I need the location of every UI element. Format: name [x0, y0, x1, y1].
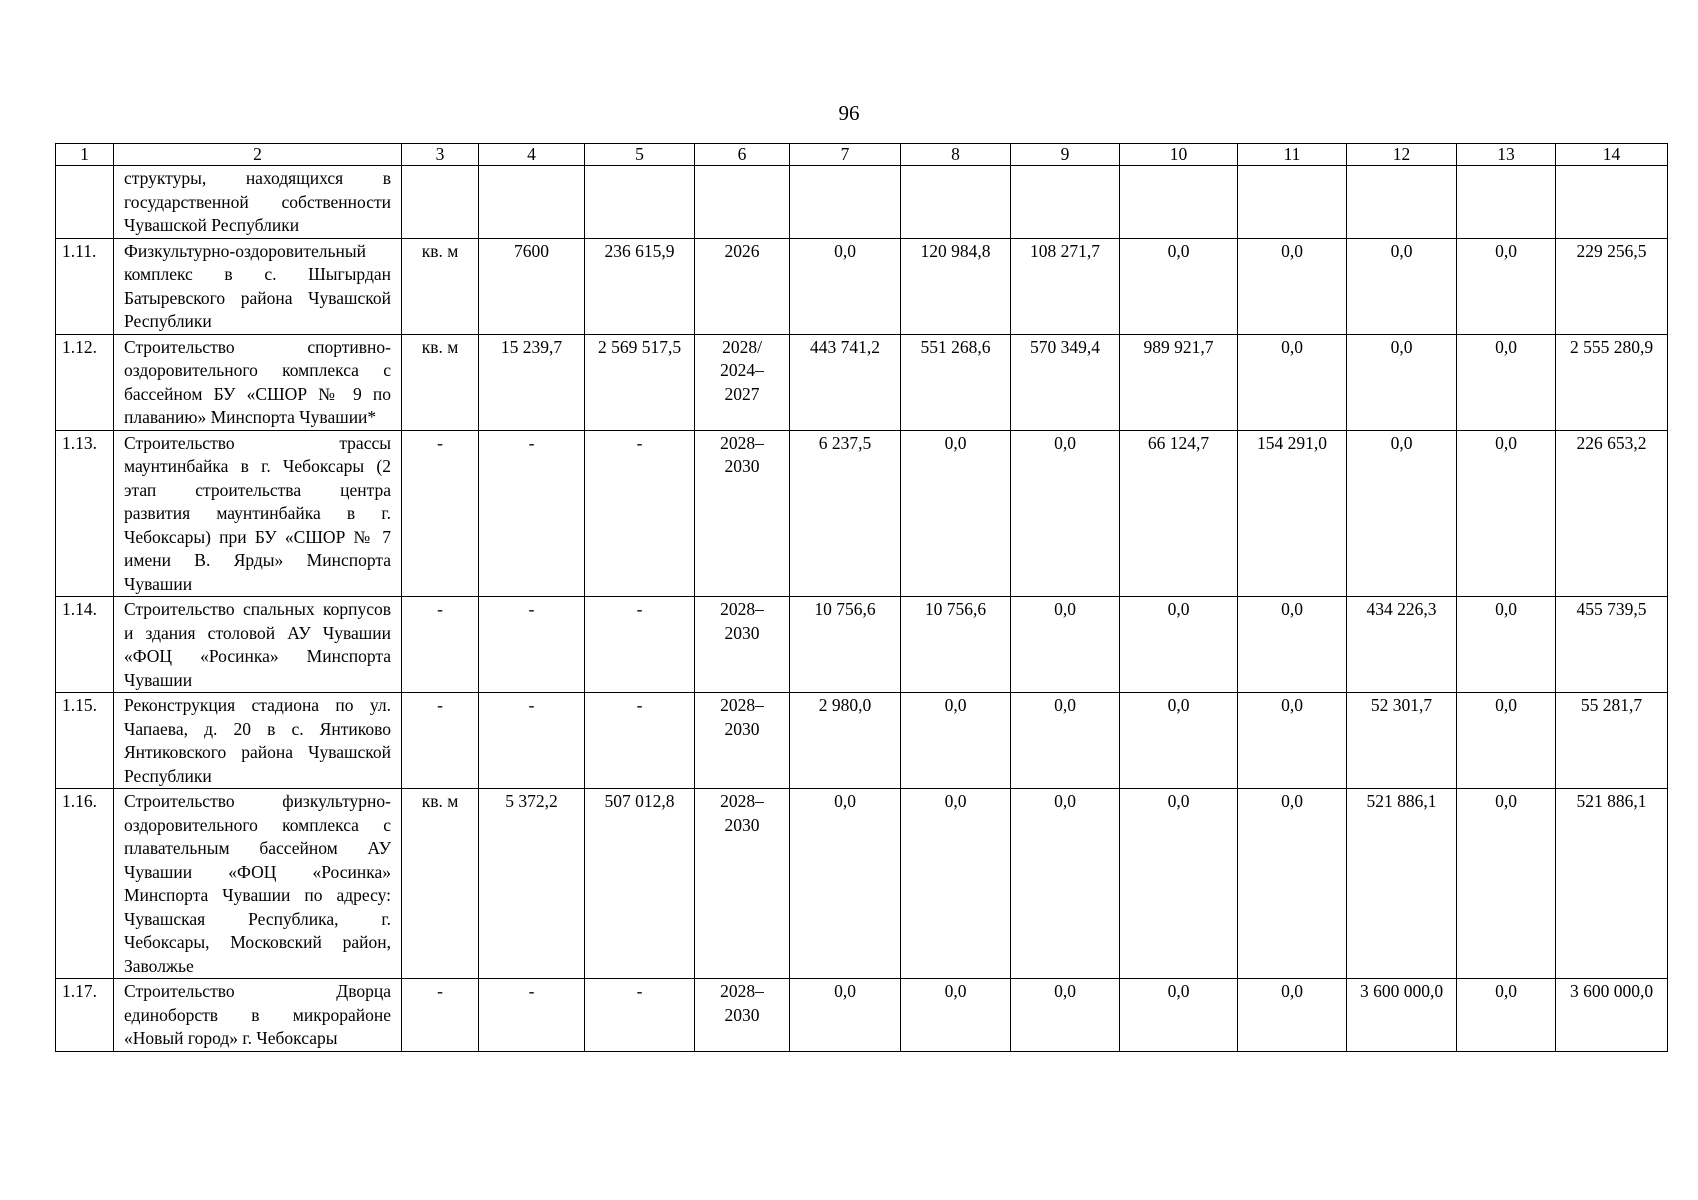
row-index: 1.16.	[56, 789, 114, 979]
funding-total: 55 281,7	[1556, 693, 1668, 789]
funding-col-12: 52 301,7	[1347, 693, 1457, 789]
object-name: Строительство спальных корпусов и здания столовой АУ Чувашии «ФОЦ «Росинка» Минспорта Чувашии	[114, 597, 402, 693]
funding-col-9: 0,0	[1011, 597, 1120, 693]
funding-col-7: 2 980,0	[790, 693, 901, 789]
funding-col-11: 0,0	[1238, 979, 1347, 1052]
estimated-cost: 507 012,8	[585, 789, 695, 979]
estimated-cost: -	[585, 693, 695, 789]
capacity-value: 15 239,7	[479, 334, 585, 430]
funding-col-10: 0,0	[1120, 693, 1238, 789]
funding-total: 226 653,2	[1556, 430, 1668, 597]
funding-total: 455 739,5	[1556, 597, 1668, 693]
funding-col-13: 0,0	[1457, 334, 1556, 430]
construction-years: 2028– 2030	[695, 789, 790, 979]
funding-col-13: 0,0	[1457, 789, 1556, 979]
construction-years	[695, 166, 790, 239]
funding-col-12: 0,0	[1347, 334, 1457, 430]
funding-col-11: 0,0	[1238, 789, 1347, 979]
funding-col-13: 0,0	[1457, 238, 1556, 334]
row-index: 1.15.	[56, 693, 114, 789]
funding-col-10: 0,0	[1120, 597, 1238, 693]
funding-col-7	[790, 166, 901, 239]
funding-col-7: 443 741,2	[790, 334, 901, 430]
funding-total: 2 555 280,9	[1556, 334, 1668, 430]
construction-years: 2026	[695, 238, 790, 334]
funding-col-11: 154 291,0	[1238, 430, 1347, 597]
funding-col-13: 0,0	[1457, 979, 1556, 1052]
column-number: 5	[585, 144, 695, 166]
capacity-value: 7600	[479, 238, 585, 334]
funding-col-10: 989 921,7	[1120, 334, 1238, 430]
column-number: 2	[114, 144, 402, 166]
funding-total	[1556, 166, 1668, 239]
capacity-value	[479, 166, 585, 239]
construction-years: 2028– 2030	[695, 597, 790, 693]
object-name: Строительство Дворца единоборств в микрорайоне «Новый город» г. Чебоксары	[114, 979, 402, 1052]
table-body	[56, 144, 1668, 1052]
funding-col-8	[901, 166, 1011, 239]
funding-col-13	[1457, 166, 1556, 239]
unit-of-measure: -	[402, 693, 479, 789]
column-number: 6	[695, 144, 790, 166]
funding-col-7: 6 237,5	[790, 430, 901, 597]
funding-col-13: 0,0	[1457, 693, 1556, 789]
table-row	[56, 430, 1668, 597]
estimated-cost	[585, 166, 695, 239]
funding-col-8: 0,0	[901, 789, 1011, 979]
capacity-value: -	[479, 597, 585, 693]
funding-col-8: 0,0	[901, 979, 1011, 1052]
table-row	[56, 693, 1668, 789]
funding-col-10: 0,0	[1120, 789, 1238, 979]
funding-col-9: 0,0	[1011, 430, 1120, 597]
column-number: 4	[479, 144, 585, 166]
funding-col-9: 0,0	[1011, 979, 1120, 1052]
unit-of-measure	[402, 166, 479, 239]
funding-col-10: 0,0	[1120, 979, 1238, 1052]
column-number: 9	[1011, 144, 1120, 166]
estimated-cost: 236 615,9	[585, 238, 695, 334]
column-number-row	[56, 144, 1668, 166]
object-name: Строительство спортивно-оздоровительного комплекса с бассейном БУ «СШОР № 9 по плаванию» Минспорта Чувашии*	[114, 334, 402, 430]
construction-years: 2028– 2030	[695, 979, 790, 1052]
estimated-cost: -	[585, 597, 695, 693]
funding-col-11: 0,0	[1238, 597, 1347, 693]
capacity-value: -	[479, 430, 585, 597]
column-number: 7	[790, 144, 901, 166]
funding-col-13: 0,0	[1457, 430, 1556, 597]
column-number: 1	[56, 144, 114, 166]
investment-table	[55, 143, 1668, 1052]
funding-col-12: 0,0	[1347, 430, 1457, 597]
table-row	[56, 979, 1668, 1052]
row-index: 1.14.	[56, 597, 114, 693]
funding-col-10: 66 124,7	[1120, 430, 1238, 597]
unit-of-measure: кв. м	[402, 789, 479, 979]
object-name: Физкультурно-оздоровительный комплекс в с. Шыгырдан Батыревского района Чувашской Республики	[114, 238, 402, 334]
row-index: 1.11.	[56, 238, 114, 334]
funding-col-7: 10 756,6	[790, 597, 901, 693]
construction-years: 2028– 2030	[695, 430, 790, 597]
funding-col-12: 521 886,1	[1347, 789, 1457, 979]
column-number: 11	[1238, 144, 1347, 166]
funding-col-12: 0,0	[1347, 238, 1457, 334]
funding-total: 521 886,1	[1556, 789, 1668, 979]
column-number: 12	[1347, 144, 1457, 166]
funding-col-13: 0,0	[1457, 597, 1556, 693]
funding-col-9: 108 271,7	[1011, 238, 1120, 334]
column-number: 14	[1556, 144, 1668, 166]
table-row	[56, 597, 1668, 693]
unit-of-measure: -	[402, 597, 479, 693]
estimated-cost: -	[585, 979, 695, 1052]
funding-col-8: 551 268,6	[901, 334, 1011, 430]
funding-col-8: 10 756,6	[901, 597, 1011, 693]
funding-col-8: 120 984,8	[901, 238, 1011, 334]
unit-of-measure: -	[402, 430, 479, 597]
funding-col-11: 0,0	[1238, 334, 1347, 430]
construction-years: 2028/ 2024– 2027	[695, 334, 790, 430]
estimated-cost: 2 569 517,5	[585, 334, 695, 430]
funding-total: 3 600 000,0	[1556, 979, 1668, 1052]
object-name: Строительство трассы маунтинбайка в г. Чебоксары (2 этап строительства центра развития маунтинбайка в г. Чебоксары) при БУ «СШОР № 7 имени В. Ярды» Минспорта Чувашии	[114, 430, 402, 597]
table-row	[56, 334, 1668, 430]
row-index: 1.12.	[56, 334, 114, 430]
object-name: Строительство физкультурно-оздоровительного комплекса с плавательным бассейном АУ Чувашии «ФОЦ «Росинка» Минспорта Чувашии по адресу: Чувашская Республика, г. Чебоксары, Московский район, Заволжье	[114, 789, 402, 979]
funding-col-10: 0,0	[1120, 238, 1238, 334]
funding-total: 229 256,5	[1556, 238, 1668, 334]
capacity-value: -	[479, 693, 585, 789]
funding-col-11: 0,0	[1238, 693, 1347, 789]
funding-col-9: 570 349,4	[1011, 334, 1120, 430]
table-row	[56, 238, 1668, 334]
row-index: 1.17.	[56, 979, 114, 1052]
table-row	[56, 789, 1668, 979]
page-number: 96	[838, 101, 860, 125]
funding-col-11: 0,0	[1238, 238, 1347, 334]
column-number: 8	[901, 144, 1011, 166]
capacity-value: 5 372,2	[479, 789, 585, 979]
construction-years: 2028– 2030	[695, 693, 790, 789]
table-row	[56, 166, 1668, 239]
column-number: 10	[1120, 144, 1238, 166]
funding-col-10	[1120, 166, 1238, 239]
funding-col-11	[1238, 166, 1347, 239]
unit-of-measure: -	[402, 979, 479, 1052]
funding-col-9: 0,0	[1011, 693, 1120, 789]
funding-col-12: 434 226,3	[1347, 597, 1457, 693]
column-number: 3	[402, 144, 479, 166]
funding-col-7: 0,0	[790, 238, 901, 334]
funding-col-12	[1347, 166, 1457, 239]
unit-of-measure: кв. м	[402, 334, 479, 430]
object-name: Реконструкция стадиона по ул. Чапаева, д. 20 в с. Янтиково Янтиковского района Чувашской Республики	[114, 693, 402, 789]
funding-col-7: 0,0	[790, 789, 901, 979]
funding-col-9: 0,0	[1011, 789, 1120, 979]
row-index	[56, 166, 114, 239]
funding-col-8: 0,0	[901, 430, 1011, 597]
row-index: 1.13.	[56, 430, 114, 597]
funding-col-9	[1011, 166, 1120, 239]
capacity-value: -	[479, 979, 585, 1052]
funding-col-7: 0,0	[790, 979, 901, 1052]
column-number: 13	[1457, 144, 1556, 166]
funding-col-8: 0,0	[901, 693, 1011, 789]
object-name: структуры, находящихся в государственной собственности Чувашской Республики	[114, 166, 402, 239]
unit-of-measure: кв. м	[402, 238, 479, 334]
funding-col-12: 3 600 000,0	[1347, 979, 1457, 1052]
estimated-cost: -	[585, 430, 695, 597]
